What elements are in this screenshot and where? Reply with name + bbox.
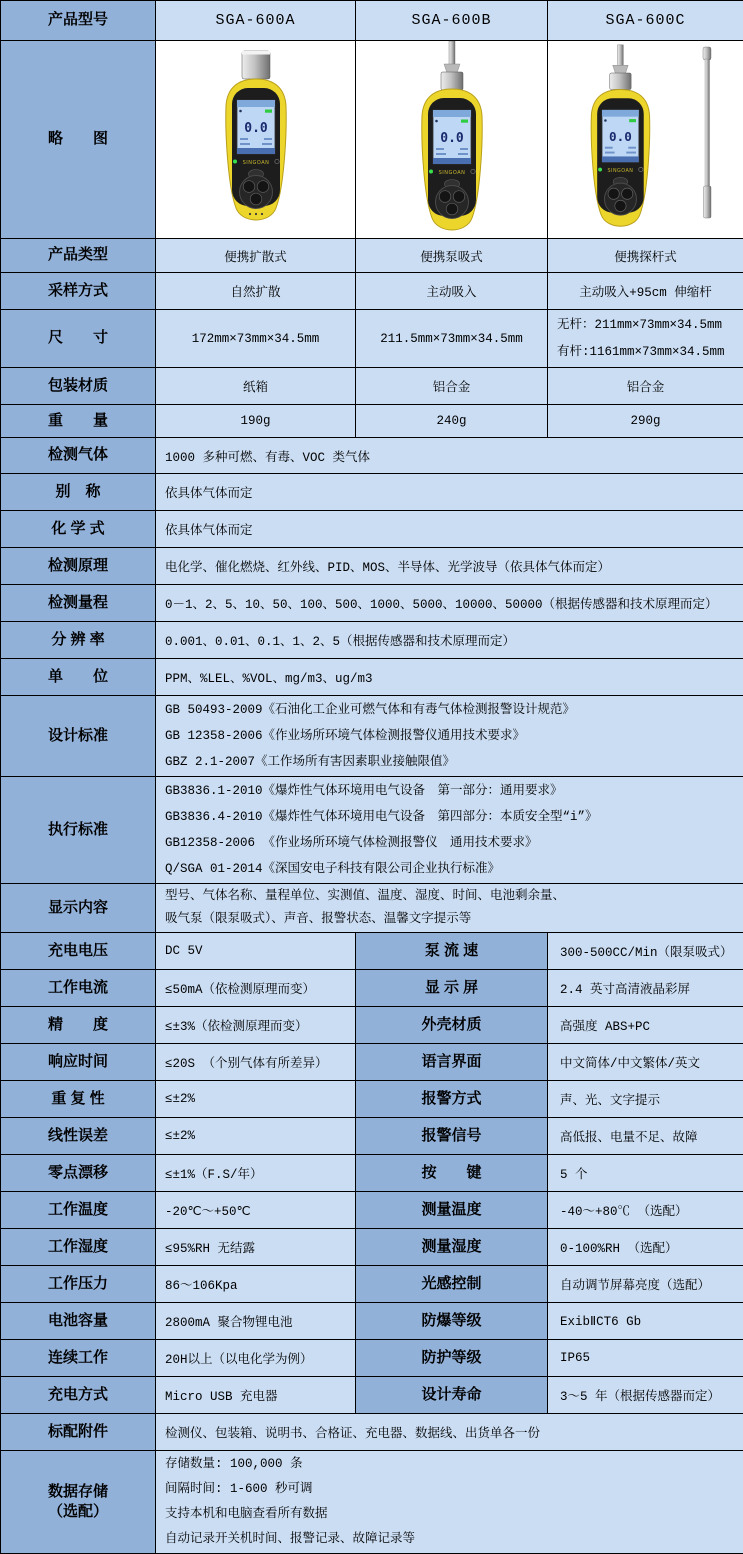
- unit-value: PPM、%LEL、%VOL、mg/m3、ug/m3: [156, 659, 743, 696]
- device-photo-cell-a: [156, 41, 356, 239]
- row-resolution: [1, 622, 743, 659]
- gas-value: 1000 多种可燃、有毒、VOC 类气体: [156, 438, 743, 474]
- row-pair-3: [1, 1044, 743, 1081]
- row-pair-8: [1, 1229, 743, 1266]
- design-std-line: GBZ 2.1-2007《工作场所有害因素职业接触限值》: [165, 749, 742, 775]
- label-packaging: 包装材质: [1, 368, 156, 405]
- label-charge-method: 充电方式: [1, 1377, 156, 1414]
- buttons-value: 5 个: [548, 1155, 743, 1192]
- packaging-b: 铝合金: [356, 368, 548, 405]
- principle-value: 电化学、催化燃烧、红外线、PID、MOS、半导体、光学波导（依具体气体而定）: [156, 548, 743, 585]
- display-content-value: [156, 884, 743, 933]
- packaging-c: 铝合金: [548, 368, 743, 405]
- sampling-b: 主动吸入: [356, 273, 548, 310]
- exec-std-line: Q/SGA 01-2014《深国安电子科技有限公司企业执行标准》: [165, 856, 742, 882]
- weight-a: 190g: [156, 405, 356, 438]
- working-humidity-value: ≤95%RH 无结露: [156, 1229, 356, 1266]
- row-storage: [1, 1451, 743, 1554]
- protection-grade-value: IP65: [548, 1340, 743, 1377]
- model-b: SGA-600B: [356, 1, 548, 41]
- device-screen-value: 0.0: [609, 129, 632, 144]
- exec-std-value: [156, 777, 743, 884]
- storage-value: [156, 1451, 743, 1554]
- label-protection-grade: 防护等级: [356, 1340, 548, 1377]
- row-model: [1, 1, 743, 41]
- label-display-content: 显示内容: [1, 884, 156, 933]
- device-brand: SINGOAN: [607, 168, 633, 174]
- device-photo-sga-600a: [171, 41, 341, 233]
- display-content-line: 吸气泵（限泵吸式）、声音、报警状态、温馨文字提示等: [165, 908, 742, 931]
- label-language: 语言界面: [356, 1044, 548, 1081]
- label-exec-std: 执行标准: [1, 777, 156, 884]
- exec-std-line: GB12358-2006 《作业场所环境气体检测报警仪 通用技术要求》: [165, 830, 742, 856]
- label-sampling: 采样方式: [1, 273, 156, 310]
- row-pair-0: [1, 933, 743, 970]
- packaging-a: 纸箱: [156, 368, 356, 405]
- type-c: 便携探杆式: [548, 239, 743, 273]
- repeatability-value: ≤±2%: [156, 1081, 356, 1118]
- continuous-work-value: 20H以上（以电化学为例）: [156, 1340, 356, 1377]
- label-storage: [1, 1451, 156, 1554]
- label-gas: 检测气体: [1, 438, 156, 474]
- label-design-std: 设计标准: [1, 696, 156, 777]
- row-packaging: [1, 368, 743, 405]
- label-working-temp: 工作温度: [1, 1192, 156, 1229]
- row-accessories: [1, 1414, 743, 1451]
- row-pair-9: [1, 1266, 743, 1303]
- row-pair-10: [1, 1303, 743, 1340]
- label-battery: 电池容量: [1, 1303, 156, 1340]
- design-std-line: GB 50493-2009《石油化工企业可燃气体和有毒气体检测报警设计规范》: [165, 697, 742, 723]
- response-time-value: ≤20S （个别气体有所差异）: [156, 1044, 356, 1081]
- label-measure-humidity: 测量湿度: [356, 1229, 548, 1266]
- sensor-cap: [441, 72, 463, 90]
- housing-value: 高强度 ABS+PC: [548, 1007, 743, 1044]
- label-product-type: 产品类型: [1, 239, 156, 273]
- device-photo-cell-b: [356, 41, 548, 239]
- label-screen: 显 示 屏: [356, 970, 548, 1007]
- device-photo-cell-c: [548, 41, 743, 239]
- row-pair-7: [1, 1192, 743, 1229]
- row-pair-11: [1, 1340, 743, 1377]
- label-working-pressure: 工作压力: [1, 1266, 156, 1303]
- label-storage-line1: 数据存储: [2, 1482, 154, 1502]
- label-formula: 化 学 式: [1, 511, 156, 548]
- label-continuous-work: 连续工作: [1, 1340, 156, 1377]
- label-accessories: 标配附件: [1, 1414, 156, 1451]
- label-pump-flow: 泵 流 速: [356, 933, 548, 970]
- type-b: 便携泵吸式: [356, 239, 548, 273]
- row-range: [1, 585, 743, 622]
- linearity-value: ≤±2%: [156, 1118, 356, 1155]
- resolution-value: 0.001、0.01、0.1、1、2、5（根据传感器和技术原理而定）: [156, 622, 743, 659]
- label-response-time: 响应时间: [1, 1044, 156, 1081]
- display-content-line: 型号、气体名称、量程单位、实测值、温度、湿度、时间、电池剩余量、: [165, 885, 742, 908]
- alarm-mode-value: 声、光、文字提示: [548, 1081, 743, 1118]
- device-screen-value: 0.0: [244, 121, 268, 136]
- label-light-control: 光感控制: [356, 1266, 548, 1303]
- telescopic-rod-base: [703, 186, 711, 218]
- explosion-proof-value: ExibⅡCT6 Gb: [548, 1303, 743, 1340]
- row-product-type: [1, 239, 743, 273]
- label-housing: 外壳材质: [356, 1007, 548, 1044]
- exec-std-line: GB3836.4-2010《爆炸性气体环境用电气设备 第四部分：本质安全型“i”》: [165, 804, 742, 830]
- row-display-content: [1, 884, 743, 933]
- pump-probe: [449, 41, 455, 65]
- label-explosion-proof: 防爆等级: [356, 1303, 548, 1340]
- weight-c: 290g: [548, 405, 743, 438]
- telescopic-rod: [705, 59, 710, 187]
- formula-value: 依具体气体而定: [156, 511, 743, 548]
- label-measure-temp: 测量温度: [356, 1192, 548, 1229]
- sensor-cap: [242, 51, 270, 79]
- label-charge-voltage: 充电电压: [1, 933, 156, 970]
- row-pair-4: [1, 1081, 743, 1118]
- weight-b: 240g: [356, 405, 548, 438]
- label-weight: 重 量: [1, 405, 156, 438]
- type-a: 便携扩散式: [156, 239, 356, 273]
- measure-humidity-value: 0-100%RH （选配）: [548, 1229, 743, 1266]
- row-size: [1, 310, 743, 368]
- exec-std-line: GB3836.1-2010《爆炸性气体环境用电气设备 第一部分：通用要求》: [165, 778, 742, 804]
- size-b: 211.5mm×73mm×34.5mm: [356, 310, 548, 368]
- working-temp-value: -20℃～+50℃: [156, 1192, 356, 1229]
- row-pair-12: [1, 1377, 743, 1414]
- label-unit: 单 位: [1, 659, 156, 696]
- label-size: 尺 寸: [1, 310, 156, 368]
- accuracy-value: ≤±3%（依检测原理而变）: [156, 1007, 356, 1044]
- row-pair-2: [1, 1007, 743, 1044]
- sampling-c: 主动吸入+95cm 伸缩杆: [548, 273, 743, 310]
- row-principle: [1, 548, 743, 585]
- label-resolution: 分 辨 率: [1, 622, 156, 659]
- working-pressure-value: 86～106Kpa: [156, 1266, 356, 1303]
- accessories-value: 检测仪、包装箱、说明书、合格证、充电器、数据线、出货单各一份: [156, 1414, 743, 1451]
- row-pair-5: [1, 1118, 743, 1155]
- storage-line: 存储数量: 100,000 条: [165, 1452, 742, 1477]
- screen-value: 2.4 英寸高清液晶彩屏: [548, 970, 743, 1007]
- device-brand: SINGOAN: [438, 170, 465, 176]
- label-buttons: 按 键: [356, 1155, 548, 1192]
- row-gas: [1, 438, 743, 474]
- status-led: [598, 168, 602, 172]
- design-life-value: 3～5 年（根据传感器而定）: [548, 1377, 743, 1414]
- label-accuracy: 精 度: [1, 1007, 156, 1044]
- alarm-signal-value: 高低报、电量不足、故障: [548, 1118, 743, 1155]
- range-value: 0－1、2、5、10、50、100、500、1000、5000、10000、50000（根据传感器和技术原理而定）: [156, 585, 743, 622]
- size-a: 172mm×73mm×34.5mm: [156, 310, 356, 368]
- status-led: [429, 170, 433, 174]
- language-value: 中文简体/中文繁体/英文: [548, 1044, 743, 1081]
- label-storage-line2: （选配）: [2, 1502, 154, 1522]
- light-control-value: 自动调节屏幕亮度（选配）: [548, 1266, 743, 1303]
- model-c: SGA-600C: [548, 1, 743, 41]
- label-repeatability: 重 复 性: [1, 1081, 156, 1118]
- row-design-std: [1, 696, 743, 777]
- label-alarm-signal: 报警信号: [356, 1118, 548, 1155]
- storage-line: 间隔时间: 1-600 秒可调: [165, 1477, 742, 1502]
- measure-temp-value: -40～+80℃ （选配）: [548, 1192, 743, 1229]
- label-zero-drift: 零点漂移: [1, 1155, 156, 1192]
- row-exec-std: [1, 777, 743, 884]
- row-weight: [1, 405, 743, 438]
- design-std-value: [156, 696, 743, 777]
- label-sketch: 略 图: [1, 41, 156, 239]
- row-pair-1: [1, 970, 743, 1007]
- pump-probe: [617, 45, 623, 66]
- label-working-humidity: 工作湿度: [1, 1229, 156, 1266]
- telescopic-rod-tip: [703, 47, 711, 60]
- row-formula: [1, 511, 743, 548]
- row-sketch: [1, 41, 743, 239]
- row-unit: [1, 659, 743, 696]
- label-range: 检测量程: [1, 585, 156, 622]
- design-std-line: GB 12358-2006《作业场所环境气体检测报警仪通用技术要求》: [165, 723, 742, 749]
- battery-value: 2800mA 聚合物锂电池: [156, 1303, 356, 1340]
- pump-flow-value: 300-500CC/Min（限泵吸式）: [548, 933, 743, 970]
- row-sampling: [1, 273, 743, 310]
- label-alarm-mode: 报警方式: [356, 1081, 548, 1118]
- sensor-cap: [609, 73, 630, 89]
- label-design-life: 设计寿命: [356, 1377, 548, 1414]
- status-led: [233, 160, 237, 164]
- storage-line: 支持本机和电脑查看所有数据: [165, 1502, 742, 1527]
- working-current-value: ≤50mA（依检测原理而变）: [156, 970, 356, 1007]
- device-photo-sga-600c: [551, 41, 741, 233]
- label-linearity: 线性误差: [1, 1118, 156, 1155]
- storage-line: 自动记录开关机时间、报警记录、故障记录等: [165, 1527, 742, 1552]
- alias-value: 依具体气体而定: [156, 474, 743, 511]
- label-working-current: 工作电流: [1, 970, 156, 1007]
- zero-drift-value: ≤±1%（F.S/年）: [156, 1155, 356, 1192]
- sampling-a: 自然扩散: [156, 273, 356, 310]
- row-pair-6: [1, 1155, 743, 1192]
- label-alias: 别 称: [1, 474, 156, 511]
- model-a: SGA-600A: [156, 1, 356, 41]
- row-alias: [1, 474, 743, 511]
- size-c-line1: 无杆：211mm×73mm×34.5mm: [557, 312, 742, 339]
- charge-method-value: Micro USB 充电器: [156, 1377, 356, 1414]
- label-product-model: 产品型号: [1, 1, 156, 41]
- size-c: [548, 310, 743, 368]
- label-principle: 检测原理: [1, 548, 156, 585]
- device-screen-value: 0.0: [440, 131, 464, 146]
- device-brand: SINGOAN: [242, 160, 269, 166]
- device-photo-sga-600b: [367, 41, 537, 233]
- size-c-line2: 有杆:1161mm×73mm×34.5mm: [557, 339, 742, 366]
- charge-voltage-value: DC 5V: [156, 933, 356, 970]
